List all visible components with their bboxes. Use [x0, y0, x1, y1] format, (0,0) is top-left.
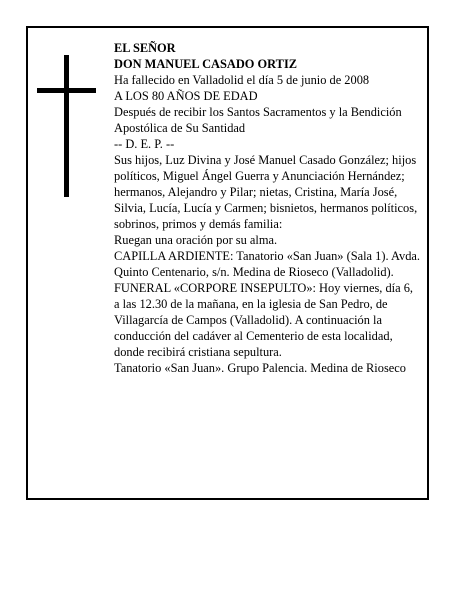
sacraments-line: Después de recibir los Santos Sacramentos y la Bendición Apostólica de Su Santidad — [114, 105, 402, 135]
funeral-home-signature: Tanatorio «San Juan». Grupo Palencia. Medina de Rioseco — [114, 361, 406, 375]
prayer-request: Ruegan una oración por su alma. — [114, 233, 278, 247]
family-list: Sus hijos, Luz Divina y José Manuel Casado González; hijos políticos, Miguel Ángel Guerra y Anunciación Hernández; hermanos, Alejandro y Pilar; nietas, Cristina, María José, Silvia, Lucía, Lucía y Carmen; bisnietos, hermanos políticos, sobrinos, primos y demás familia: — [114, 153, 418, 231]
cross-vertical-bar — [64, 55, 69, 197]
obituary-text — [114, 40, 420, 376]
death-notice: Ha fallecido en Valladolid el día 5 de junio de 2008 — [114, 73, 370, 87]
deceased-name: DON MANUEL CASADO ORTIZ — [114, 57, 298, 71]
rip-line: -- D. E. P. -- — [114, 137, 175, 151]
funeral-info: FUNERAL «CORPORE INSEPULTO»: Hoy viernes, día 6, a las 12.30 de la mañana, en la iglesia de San Pedro, de Villagarcía de Campos (Valladolid). A continuación la conducción del cadáver al Cementerio de esta localidad, donde recibirá cristiana sepultura. — [114, 281, 413, 359]
obituary-title: EL SEÑOR — [114, 41, 176, 55]
chapel-info: CAPILLA ARDIENTE: Tanatorio «San Juan» (Sala 1). Avda. Quinto Centenario, s/n. Medina de Rioseco (Valladolid). — [114, 249, 420, 279]
age-line: A LOS 80 AÑOS DE EDAD — [114, 89, 258, 103]
cross-horizontal-bar — [37, 88, 96, 93]
